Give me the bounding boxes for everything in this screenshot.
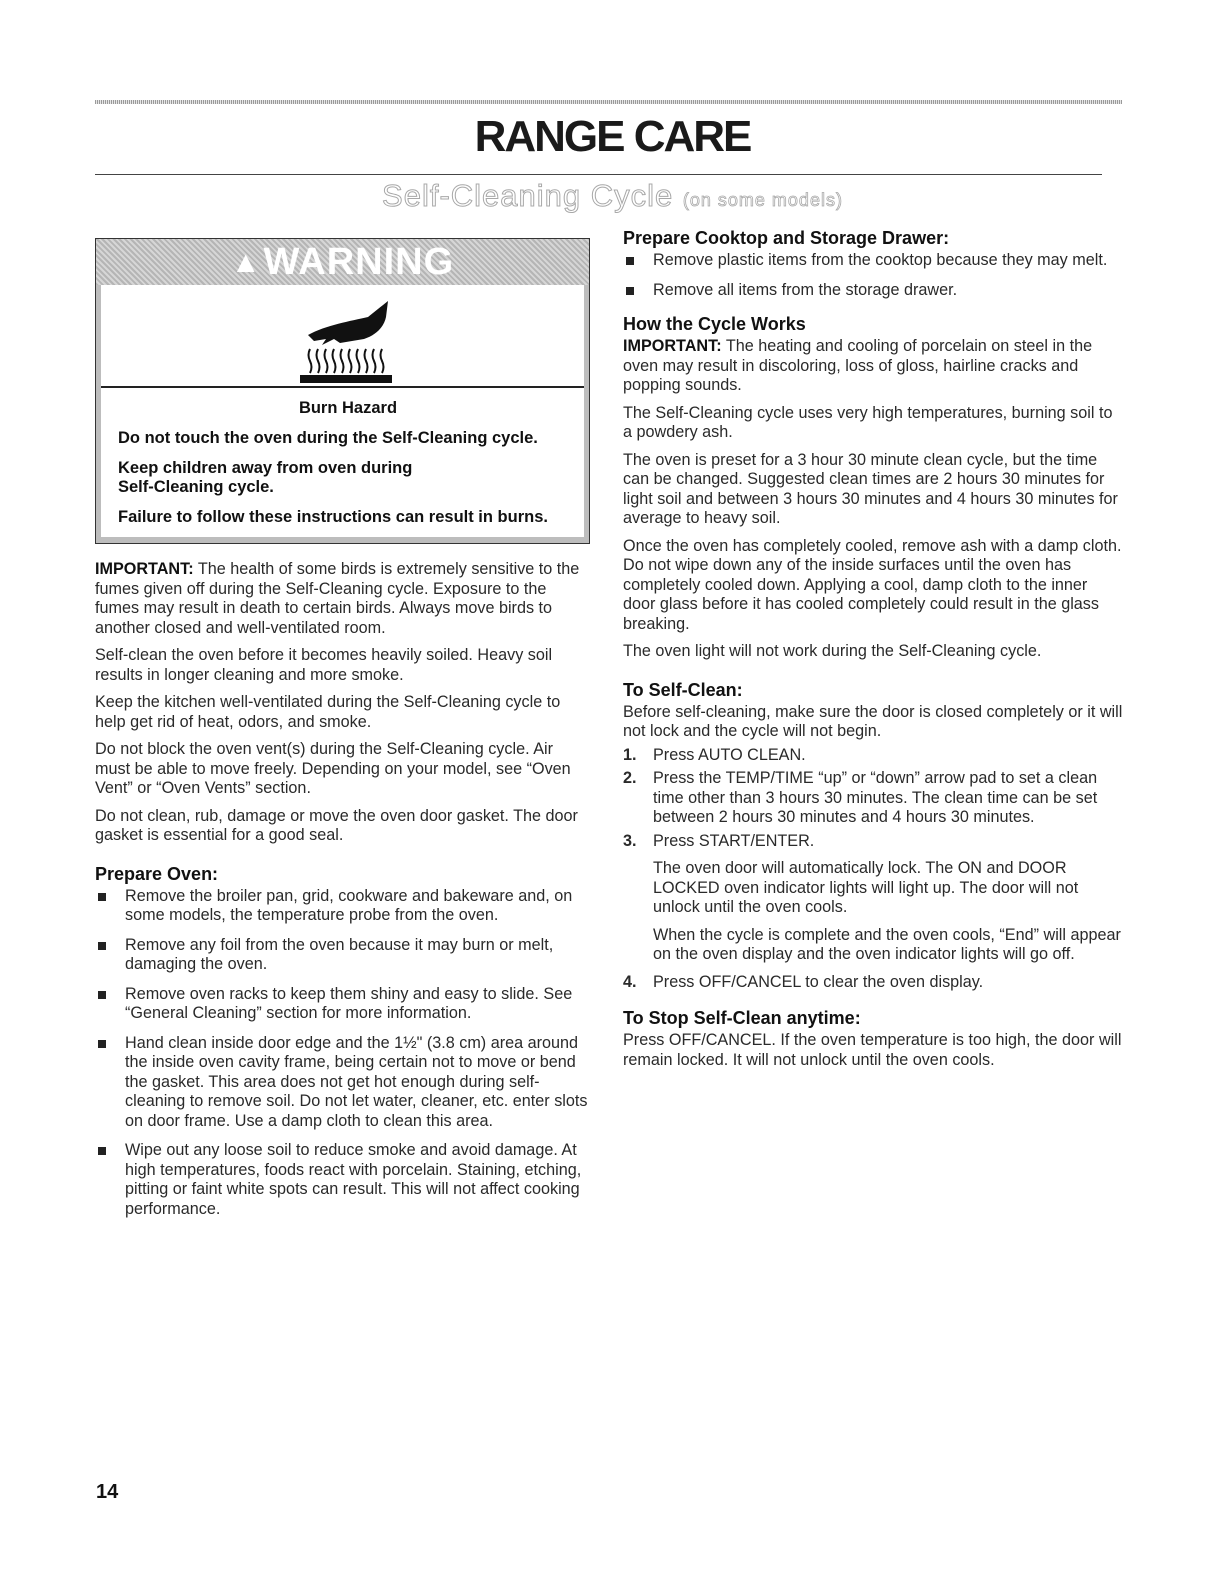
how-paragraph: The oven light will not work during the Self-Cleaning cycle. [623, 642, 1042, 660]
stop-self-clean-heading: To Stop Self-Clean anytime: [623, 1008, 861, 1028]
step-number: 4. [623, 972, 637, 991]
step-number: 3. [623, 831, 637, 850]
how-paragraph: Once the oven has completely cooled, remove ash with a damp cloth. Do not wipe down any of the inside surfaces until the oven has completely cooled down. Applying a cool, damp cloth to the inner door glass before it has cooled completely could result in the glass breaking. [623, 536, 1122, 633]
list-item-text: Hand clean inside door edge and the 1½" (3.8 cm) area around the inside oven cavity frame, being certain not to move or bend the gasket. This area does not get hot enough during self-cleaning to remove soil. Do not let water, cleaner, etc. enter slots on door frame. Use a damp cloth to clean this area. [125, 1033, 588, 1130]
important-text: The health of some birds is extremely sensitive to the fumes given off during the Self-Cleaning cycle. Exposure to the fumes may result in death to certain birds. Always move birds to another closed and well-ventilated room. [95, 560, 580, 637]
left-paragraph: Keep the kitchen well-ventilated during the Self-Cleaning cycle to help get rid of heat, odors, and smoke. [95, 693, 561, 731]
warning-text [118, 399, 578, 538]
bullet-icon [626, 257, 634, 265]
step-text: Press OFF/CANCEL to clear the oven display. [653, 972, 984, 991]
step-note: The oven door will automatically lock. The ON and DOOR LOCKED oven indicator lights will light up. The door will not unlock until the oven cools. [653, 859, 1079, 916]
burn-hazard-icon [296, 295, 396, 385]
prepare-cooktop-list [623, 251, 1123, 300]
left-column [95, 238, 590, 1229]
bullet-icon [98, 942, 106, 950]
step-item [623, 746, 1123, 766]
warning-line-4: Failure to follow these instructions can result in burns. [118, 508, 548, 526]
warning-side-left [96, 285, 101, 543]
important-label: IMPORTANT: [623, 337, 722, 355]
bullet-icon [626, 287, 634, 295]
warning-triangle-icon: ▲ [230, 246, 262, 279]
step-note: When the cycle is complete and the oven cools, “End” will appear on the oven display and the oven indicator lights will go off. [653, 925, 1121, 963]
important-birds-paragraph [95, 560, 590, 638]
list-item [95, 936, 590, 975]
section-title [0, 178, 1225, 214]
left-paragraph: Do not clean, rub, damage or move the oven door gasket. The door gasket is essential for a good seal. [95, 806, 578, 844]
warning-line-3: Self-Cleaning cycle. [118, 478, 274, 496]
step-number: 2. [623, 769, 637, 787]
section-title-text: Self-Cleaning Cycle [382, 178, 674, 213]
warning-line-1: Do not touch the oven during the Self-Cleaning cycle. [118, 429, 538, 447]
list-item [95, 1141, 590, 1219]
list-item-text: Remove oven racks to keep them shiny and easy to slide. See “General Cleaning” section for more information. [125, 984, 573, 1022]
prepare-cooktop-heading: Prepare Cooktop and Storage Drawer: [623, 228, 950, 248]
warning-banner [96, 239, 589, 285]
left-paragraph: Do not block the oven vent(s) during the Self-Cleaning cycle. Air must be able to move freely. Depending on your model, see “Oven Vent” or “Oven Vents” section. [95, 740, 571, 797]
self-clean-heading: To Self-Clean: [623, 679, 743, 700]
list-item [95, 887, 590, 926]
stop-self-clean-text: Press OFF/CANCEL. If the oven temperature is too high, the door will remain locked. It will not unlock until the oven cools. [623, 1031, 1122, 1069]
title-rule [95, 174, 1102, 175]
self-clean-steps [623, 746, 1123, 993]
step-item [623, 832, 1123, 965]
how-important-paragraph [623, 337, 1123, 396]
page-title: RANGE CARE [474, 112, 751, 161]
self-clean-intro: Before self-cleaning, make sure the door is closed completely or it will not lock and the cycle will not begin. [623, 702, 1123, 740]
important-label: IMPORTANT: [95, 560, 194, 578]
list-item [95, 985, 590, 1024]
list-item-text: Remove all items from the storage drawer. [653, 280, 958, 299]
step-text: Press AUTO CLEAN. [653, 745, 806, 764]
warning-heading [96, 239, 589, 286]
how-cycle-works-heading: How the Cycle Works [623, 314, 806, 334]
list-item-text: Remove plastic items from the cooktop because they may melt. [653, 251, 1108, 269]
right-column [623, 228, 1123, 1078]
list-item [623, 251, 1123, 271]
step-item [623, 769, 1123, 828]
warning-word: WARNING [263, 241, 455, 283]
top-decorative-rule [95, 100, 1122, 104]
warning-line-2: Keep children away from oven during [118, 459, 413, 477]
warning-box [95, 238, 590, 544]
left-paragraph: Self-clean the oven before it becomes heavily soiled. Heavy soil results in longer cleaning and more smoke. [95, 646, 553, 684]
prepare-oven-list [95, 887, 590, 1220]
list-item [95, 1034, 590, 1132]
warning-separator [101, 386, 584, 388]
section-subtitle: (on some models) [682, 190, 843, 210]
bullet-icon [98, 1040, 106, 1048]
step-text: Press START/ENTER. [653, 831, 815, 850]
important-text: The heating and cooling of porcelain on steel in the oven may result in discoloring, loss of gloss, hairline cracks and popping sounds. [623, 337, 1093, 394]
warning-hazard-title: Burn Hazard [298, 399, 398, 417]
list-item-text: Remove the broiler pan, grid, cookware and bakeware and, on some models, the temperature probe from the oven. [125, 886, 573, 924]
page-number: 14 [96, 1481, 119, 1503]
step-number: 1. [623, 745, 637, 764]
list-item-text: Wipe out any loose soil to reduce smoke and avoid damage. At high temperatures, foods react with porcelain. Staining, etching, pitting or faint white spots can result. This will not affect cooking performance. [125, 1141, 582, 1218]
how-paragraph: The Self-Cleaning cycle uses very high temperatures, burning soil to a powdery ash. [623, 403, 1113, 441]
bullet-icon [98, 893, 106, 901]
how-paragraph: The oven is preset for a 3 hour 30 minute clean cycle, but the time can be changed. Suggested clean times are 2 hours 30 minutes for light soil and between 3 hours 30 minutes and 4 hours 30 minutes for average to heavy soil. [623, 450, 1118, 527]
bullet-icon [98, 991, 106, 999]
step-item [623, 973, 1123, 993]
bullet-icon [98, 1147, 106, 1155]
list-item-text: Remove any foil from the oven because it may burn or melt, damaging the oven. [125, 935, 554, 973]
step-text: Press the TEMP/TIME “up” or “down” arrow pad to set a clean time other than 3 hours 30 minutes. The clean time can be set between 2 hours 30 minutes and 4 hours 30 minutes. [653, 769, 1098, 826]
list-item [623, 281, 1123, 301]
prepare-oven-heading: Prepare Oven: [95, 863, 219, 884]
warning-side-right [584, 285, 589, 543]
